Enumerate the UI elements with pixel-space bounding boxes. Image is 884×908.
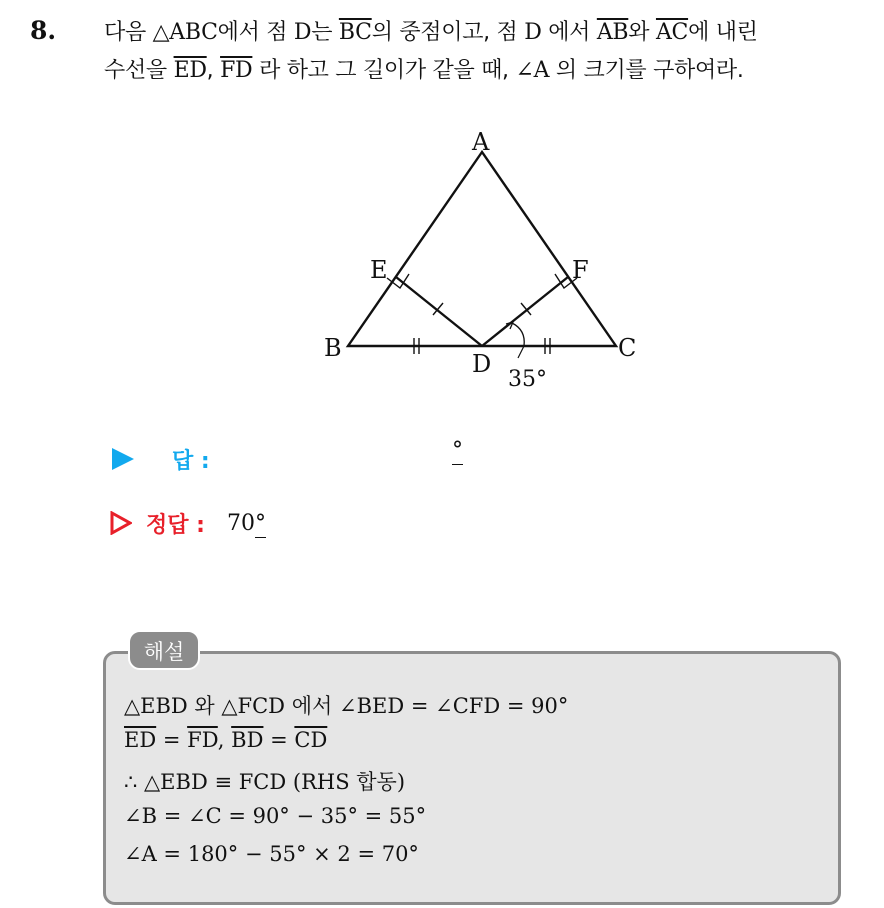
label-c: C <box>618 334 637 362</box>
angle-arc-d <box>512 323 524 346</box>
q1-t2: 에서 점 <box>217 20 294 45</box>
q1-point-d: D <box>293 20 312 45</box>
angle-label: 35° <box>508 367 547 392</box>
solution-line-4: ∠B = ∠C = 90° − 35° = 55° <box>124 804 427 828</box>
play-arrow-icon <box>112 448 134 470</box>
q1-triangle: △ABC <box>152 20 218 45</box>
q2-segment-fd: $\overline{FD}$ <box>220 58 253 83</box>
q1-segment-bc: $\overline{BC}$ <box>338 20 372 45</box>
sol2-bd: $\overline{BD}$ <box>231 728 264 752</box>
q1-t1: 다음 <box>104 20 153 45</box>
q2-angle-a: ∠A <box>515 58 550 83</box>
answer-label: 답 : <box>172 448 210 474</box>
sol1-e: ∠BED = ∠CFD = 90° <box>338 694 569 718</box>
triangle-figure <box>300 120 660 400</box>
sol2-comma: , <box>217 728 232 752</box>
correct-row <box>110 506 266 540</box>
label-b: B <box>324 334 342 362</box>
q1-t4: 의 중점이고, 점 <box>371 20 525 45</box>
question-line-1 <box>104 14 874 52</box>
correct-value <box>227 511 266 536</box>
q1-segment-ac: $\overline{AC}$ <box>655 20 689 45</box>
answer-row <box>112 442 210 476</box>
q1-t3: 는 <box>311 20 339 45</box>
sol1-b: 와 <box>187 694 222 718</box>
solution-tag: 해설 <box>128 630 200 670</box>
q2-t4: 의 크기를 구하여라. <box>549 58 744 83</box>
sol3-a: ∴ △EBD ≡ FCD (RHS <box>124 770 357 794</box>
correct-number: 70 <box>226 510 255 536</box>
label-e: E <box>370 256 388 284</box>
correct-label: 정답 : <box>146 512 205 538</box>
q1-t5: 에서 <box>541 20 597 45</box>
solution-line-2 <box>124 728 327 752</box>
q2-t1: 수선을 <box>104 58 174 83</box>
label-f: F <box>572 256 589 284</box>
q1-t7: 에 내린 <box>688 20 758 45</box>
q1-segment-ab: $\overline{AB}$ <box>596 20 629 45</box>
sol2-fd: $\overline{FD}$ <box>187 728 218 752</box>
label-d: D <box>472 350 492 378</box>
q2-t3: 라 하고 그 길이가 같을 때, <box>252 58 516 83</box>
q2-segment-ed: $\overline{ED}$ <box>173 58 207 83</box>
q2-t2: , <box>206 58 221 83</box>
outline-arrow-icon <box>110 511 132 535</box>
sol2-eq2: = <box>263 728 295 752</box>
sol3-b: 합동 <box>356 770 397 794</box>
sol3-c: ) <box>396 770 406 794</box>
triangle-abc <box>348 152 616 346</box>
segment-ed <box>396 277 482 346</box>
question-number: 8. <box>30 16 57 45</box>
question-text <box>104 14 874 90</box>
segment-fd <box>482 277 568 346</box>
solution-line-5: ∠A = 180° − 55° × 2 = 70° <box>124 842 419 866</box>
solution-line-1 <box>124 690 568 720</box>
correct-degree: ° <box>254 510 266 536</box>
sol1-a: △EBD <box>124 694 188 718</box>
q1-point-d2: D <box>524 20 542 45</box>
answer-blank[interactable]: ° <box>452 438 463 463</box>
question-line-2 <box>104 52 874 90</box>
sol2-eq1: = <box>156 728 188 752</box>
sol2-ed: $\overline{ED}$ <box>124 728 157 752</box>
label-a: A <box>472 128 490 156</box>
sol1-c: △FCD <box>221 694 286 718</box>
sol1-d: 에서 <box>285 694 339 718</box>
q1-t6: 와 <box>628 20 656 45</box>
solution-line-3 <box>124 766 405 796</box>
sol2-cd: $\overline{CD}$ <box>294 728 328 752</box>
angle-leader <box>518 346 524 358</box>
